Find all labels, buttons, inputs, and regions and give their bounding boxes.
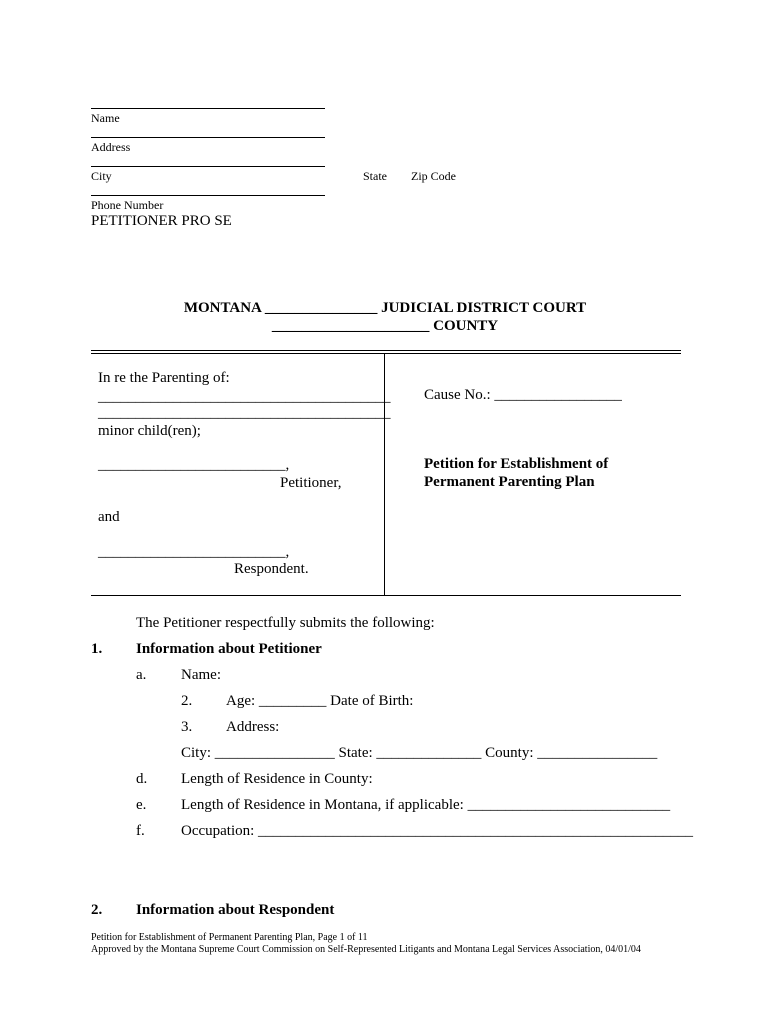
caption-top-rule-2 [91, 353, 681, 354]
caption-bottom-rule [91, 595, 681, 596]
caption-top-rule-1 [91, 350, 681, 351]
petitioner-pro-se: PETITIONER PRO SE [91, 213, 232, 229]
item-e-text: Length of Residence in Montana, if applicable: ___________________________ [181, 797, 671, 813]
phone-label: Phone Number [91, 198, 164, 212]
section-2-number: 2. [91, 902, 103, 918]
parenting-blank-2: _______________________________________ [98, 405, 391, 421]
parenting-blank-1: _______________________________________ [98, 389, 391, 405]
in-re-label: In re the Parenting of: [98, 370, 230, 386]
cause-number: Cause No.: _________________ [424, 387, 622, 403]
section-1-title: Information about Petitioner [136, 641, 322, 657]
phone-line [91, 195, 325, 196]
item-f-text: Occupation: __________________________________________________________ [181, 823, 694, 839]
address-label: Address [91, 140, 131, 154]
petitioner-blank: _________________________, [98, 457, 290, 473]
item-d-text: Length of Residence in County: [181, 771, 373, 787]
city-line [91, 166, 325, 167]
item-a-text: Name: [181, 667, 221, 683]
section-1-number: 1. [91, 641, 103, 657]
city-state-county-line: City: ________________ State: ______________ County: ________________ [181, 745, 658, 761]
age-dob-text: Age: _________ Date of Birth: [226, 693, 414, 709]
item-a-letter: a. [136, 667, 147, 683]
footer-line2: Approved by the Montana Supreme Court Commission on Self-Represented Litigants and Montana Legal Services Association, 04/01/04 [91, 944, 641, 955]
item-3-number: 3. [181, 719, 193, 735]
document-title-line1: Petition for Establishment of [424, 456, 609, 472]
city-label: City [91, 169, 112, 183]
respondent-blank: _________________________, [98, 544, 290, 560]
item-2-number: 2. [181, 693, 193, 709]
name-label: Name [91, 111, 120, 125]
section-2-title: Information about Respondent [136, 902, 335, 918]
item-d-letter: d. [136, 771, 148, 787]
address-text: Address: [226, 719, 280, 735]
minor-children-label: minor child(ren); [98, 423, 201, 439]
state-label: State [363, 169, 387, 183]
court-heading-line2: _____________________ COUNTY [271, 318, 499, 334]
intro-text: The Petitioner respectfully submits the following: [136, 615, 435, 631]
court-heading-line1: MONTANA _______________ JUDICIAL DISTRICT COURT [183, 300, 587, 316]
document-title-line2: Permanent Parenting Plan [424, 474, 595, 490]
petitioner-label: Petitioner, [280, 475, 342, 491]
zip-label: Zip Code [411, 169, 456, 183]
and-label: and [98, 509, 120, 525]
address-line [91, 137, 325, 138]
name-line [91, 108, 325, 109]
respondent-label: Respondent. [234, 561, 309, 577]
item-e-letter: e. [136, 797, 147, 813]
footer-line1: Petition for Establishment of Permanent Parenting Plan, Page 1 of 11 [91, 932, 368, 943]
item-f-letter: f. [136, 823, 145, 839]
